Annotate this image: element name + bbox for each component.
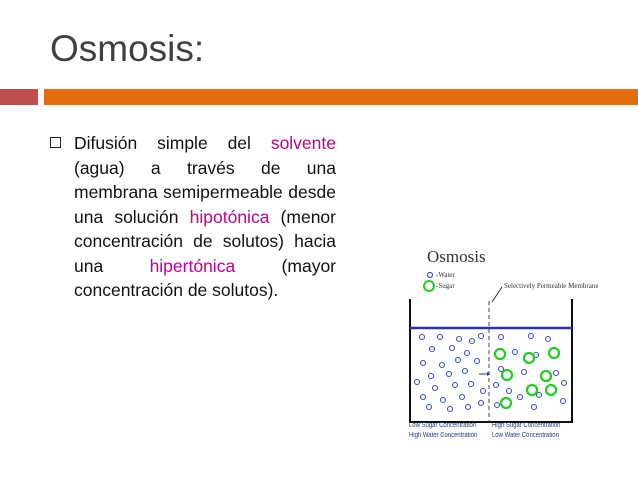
highlight-hipotonica: hipotónica — [189, 206, 270, 227]
legend-sugar-label: -Sugar — [436, 282, 455, 290]
text-part: (menor concentración de solutos) hacia una — [74, 206, 336, 276]
highlight-hipertonica: hipertónica — [149, 255, 236, 276]
bullet-square-icon — [50, 137, 61, 148]
diagram-graphics — [405, 245, 595, 450]
legend-water-label: -Water — [436, 271, 455, 279]
title-accent-bar-orange — [44, 89, 638, 105]
text-part: (agua) a través de una membrana semipermeable desde una solución — [74, 157, 336, 227]
membrane-label: Selectively Permeable Membrane — [504, 282, 599, 290]
bullet-text — [74, 131, 336, 303]
membrane-pointer — [492, 287, 502, 302]
left-caption-sugar: Low Sugar Concentration — [409, 422, 477, 429]
highlight-solvente: solvente — [270, 133, 336, 153]
text-part: (mayor concentración de solutos). — [74, 255, 336, 300]
slide-title: Osmosis: — [50, 28, 205, 69]
osmosis-diagram — [405, 245, 599, 450]
sugar-molecules — [495, 348, 559, 408]
title-accent-bar-red — [0, 89, 38, 105]
text-part: Difusión simple del — [74, 133, 271, 153]
left-caption-water: High Water Concentration — [409, 432, 478, 439]
beaker-outline — [410, 299, 572, 422]
diagram-title: Osmosis — [427, 247, 486, 266]
water-molecules-left — [415, 334, 486, 412]
right-caption-sugar: High Sugar Concentration — [492, 422, 561, 429]
legend-water-icon — [428, 273, 433, 278]
legend-sugar-icon — [424, 281, 434, 291]
right-caption-water: Low Water Concentration — [492, 432, 559, 439]
